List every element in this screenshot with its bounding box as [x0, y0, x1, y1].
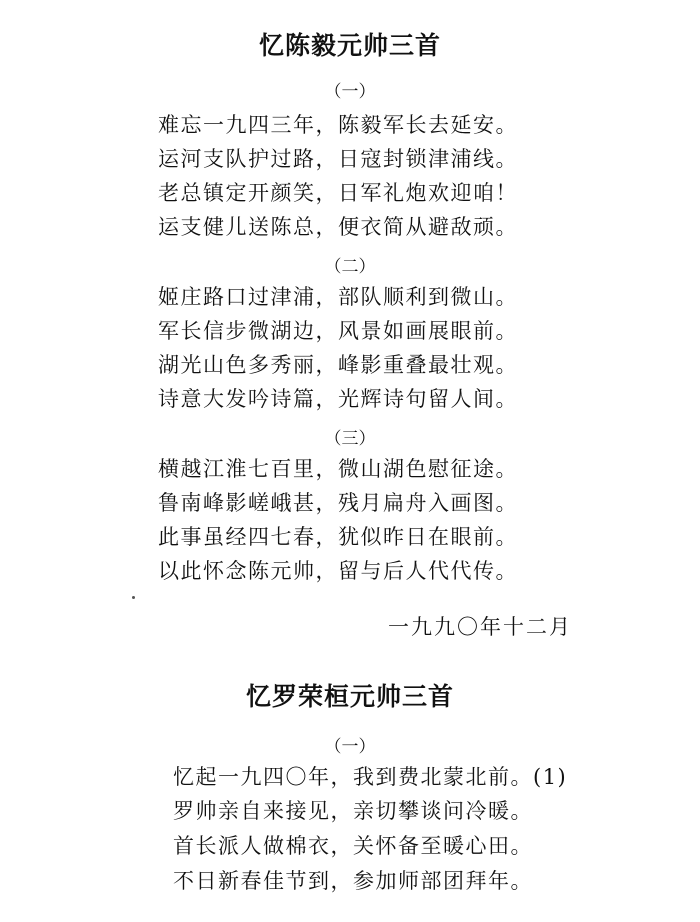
verse-line: 以此怀念陈元帅，留与后人代代传。: [158, 559, 518, 583]
verse-line: 不日新春佳节到，参加师部团拜年。: [173, 869, 533, 893]
section-mark: （二）: [324, 257, 376, 277]
verse-line: 军长信步微湖边，风景如画展眼前。: [158, 319, 518, 343]
verse-line: 罗帅亲自来接见，亲切攀谈问冷暖。: [173, 799, 533, 823]
verse-line: 鲁南峰影嵯峨甚，残月扁舟入画图。: [158, 491, 518, 515]
verse-line: 运支健儿送陈总，便衣简从避敌顽。: [158, 215, 518, 239]
verse-line: 湖光山色多秀丽，峰影重叠最壮观。: [158, 353, 518, 377]
poem-title: 忆陈毅元帅三首: [258, 31, 441, 60]
poem-date: 一九九〇年十二月: [388, 615, 572, 639]
verse-line: 忆起一九四〇年，我到费北蒙北前。(1): [173, 765, 568, 789]
verse-line: 此事虽经四七春，犹似昨日在眼前。: [158, 525, 518, 549]
verse-line: 难忘一九四三年，陈毅军长去延安。: [158, 113, 518, 137]
section-mark: （三）: [324, 429, 376, 449]
verse-line: 老总镇定开颜笑，日军礼炮欢迎咱！: [158, 181, 518, 205]
verse-line: 姬庄路口过津浦，部队顺利到微山。: [158, 285, 518, 309]
section-mark: （一）: [324, 82, 376, 102]
verse-line: 首长派人做棉衣，关怀备至暖心田。: [173, 834, 533, 858]
verse-line: 诗意大发吟诗篇，光辉诗句留人间。: [158, 387, 518, 411]
verse-line: 运河支队护过路，日寇封锁津浦线。: [158, 147, 518, 171]
poem-title: 忆罗荣桓元帅三首: [245, 682, 454, 711]
section-mark: （一）: [324, 737, 376, 757]
verse-line: 横越江淮七百里，微山湖色慰征途。: [158, 457, 518, 481]
scan-speck: [132, 596, 135, 599]
